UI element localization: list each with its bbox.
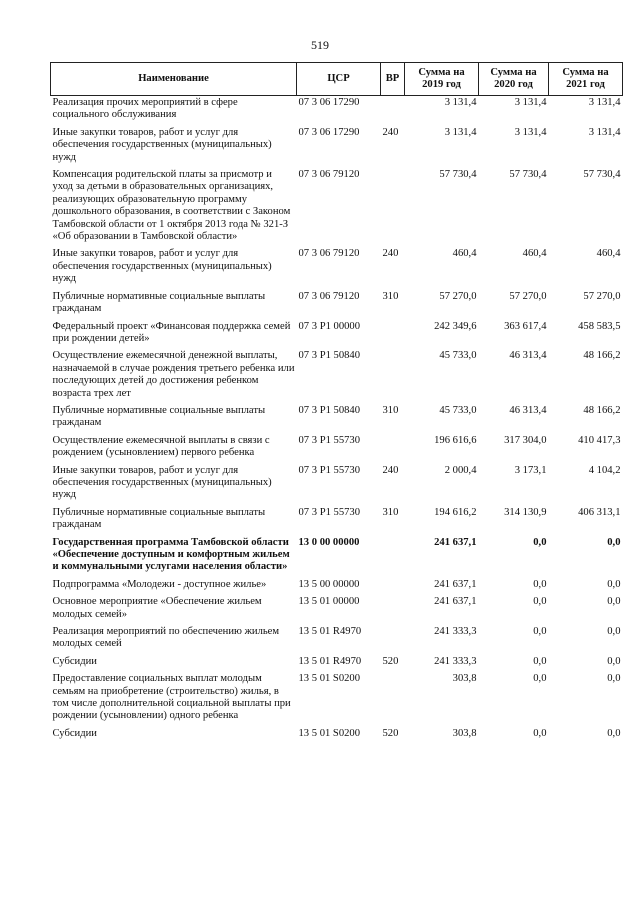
row-sum-2019: 241 637,1 (434, 596, 477, 608)
table-body (51, 96, 623, 745)
table-row (51, 464, 623, 506)
row-csr-code: 07 3 06 17290 (298, 97, 360, 108)
row-vr-code: 310 (382, 506, 399, 518)
row-csr-code: 07 3 P1 50840 (298, 404, 361, 416)
row-sum-2020: 0,0 (533, 655, 547, 667)
row-sum-2020: 0,0 (533, 578, 547, 590)
header-sum-2021: Сумма на 2021 год (549, 63, 623, 96)
row-vr-code: 240 (382, 464, 399, 476)
row-sum-2020: 0,0 (533, 596, 547, 608)
row-csr-code: 13 5 01 R4970 (298, 626, 362, 638)
row-csr-code: 07 3 P1 55730 (298, 506, 361, 518)
row-sum-2021: 458 583,5 (578, 320, 621, 332)
row-csr-code: 13 5 01 S0200 (298, 727, 361, 739)
row-sum-2019: 242 349,6 (434, 320, 477, 332)
row-vr-code: 310 (382, 290, 399, 302)
table-row (51, 320, 623, 350)
row-csr-code: 07 3 06 17290 (298, 126, 360, 138)
table-row (51, 349, 623, 404)
row-csr-code: 07 3 P1 50840 (298, 350, 361, 362)
row-vr-code: 240 (382, 126, 399, 138)
table-row (51, 290, 623, 320)
row-sum-2021: 0,0 (607, 673, 621, 685)
row-sum-2019: 241 333,3 (434, 626, 477, 638)
row-sum-2019: 241 637,1 (434, 578, 477, 590)
row-csr-code: 07 3 06 79120 (298, 169, 360, 181)
row-sum-2020: 0,0 (533, 626, 547, 638)
row-sum-2019: 241 333,3 (434, 655, 477, 667)
table-row (51, 655, 623, 672)
table-row (51, 506, 623, 536)
table-row (51, 126, 623, 168)
row-sum-2021: 0,0 (607, 596, 621, 608)
row-sum-2019: 196 616,6 (434, 434, 477, 446)
table-row (51, 727, 623, 744)
table-row (51, 434, 623, 464)
row-sum-2020: 0,0 (533, 673, 547, 685)
row-sum-2019: 45 733,0 (439, 350, 477, 362)
row-name: Основное мероприятие «Обеспечение жильем молодых семей» (52, 596, 262, 620)
row-sum-2020: 57 730,4 (509, 169, 547, 181)
row-sum-2021: 0,0 (607, 626, 621, 638)
row-sum-2020: 3 173,1 (514, 464, 547, 476)
header-name: Наименование (51, 63, 297, 96)
row-vr-code (381, 536, 405, 578)
row-name: Публичные нормативные социальные выплаты гражданам (52, 506, 266, 531)
row-sum-2019: 303,8 (452, 673, 477, 685)
row-sum-2019: 241 637,1 (434, 536, 477, 548)
budget-table (50, 62, 623, 744)
row-sum-2021: 410 417,3 (578, 434, 621, 446)
row-sum-2020: 460,4 (522, 248, 547, 260)
row-sum-2021: 0,0 (607, 578, 621, 590)
row-vr-code: 520 (382, 727, 399, 739)
row-name: Публичные нормативные социальные выплаты гражданам (52, 290, 266, 315)
table-row (51, 404, 623, 434)
header-vr: ВР (381, 63, 405, 96)
row-sum-2020: 0,0 (533, 536, 547, 548)
table-row (51, 595, 623, 625)
row-csr-code: 13 5 00 00000 (298, 578, 360, 590)
row-vr-code (381, 578, 405, 595)
row-csr-code: 07 3 06 79120 (298, 248, 360, 260)
row-sum-2020: 317 304,0 (504, 434, 547, 446)
row-csr-code: 13 5 01 00000 (298, 596, 360, 608)
row-name: Реализация мероприятий по обеспечению жильем молодых семей (52, 626, 280, 650)
row-sum-2019: 57 730,4 (439, 169, 477, 181)
header-sum-2019: Сумма на 2019 год (405, 63, 479, 96)
row-sum-2020: 3 131,4 (514, 126, 547, 138)
row-sum-2021: 48 166,2 (583, 350, 621, 362)
row-vr-code: 520 (382, 655, 399, 667)
row-name: Осуществление ежемесячной денежной выплаты, назначаемой в случае рождения третьего ребенка или последующих детей до достижения ребенком возраста трех лет (52, 350, 295, 399)
row-sum-2020: 363 617,4 (504, 320, 547, 332)
row-sum-2021: 406 313,1 (578, 506, 621, 518)
row-name: Подпрограмма «Молодежи - доступное жилье» (52, 578, 267, 590)
row-vr-code (381, 434, 405, 464)
row-sum-2019: 57 270,0 (439, 290, 477, 302)
row-csr-code: 13 5 01 S0200 (298, 673, 361, 685)
row-name: Субсидии (52, 727, 97, 739)
row-csr-code: 13 0 00 00000 (298, 536, 360, 548)
row-vr-code (381, 672, 405, 727)
row-sum-2020: 46 313,4 (509, 404, 547, 416)
row-sum-2021: 4 104,2 (588, 464, 621, 476)
row-name: Субсидии (52, 655, 97, 667)
row-sum-2019: 194 616,2 (434, 506, 477, 518)
table-row (51, 672, 623, 727)
row-sum-2020: 57 270,0 (509, 290, 547, 302)
row-vr-code (381, 349, 405, 404)
row-name: Иные закупки товаров, работ и услуг для обеспечения государственных (муниципальных) нужд (52, 248, 272, 285)
row-sum-2021: 48 166,2 (583, 404, 621, 416)
row-vr-code: 240 (382, 248, 399, 260)
row-sum-2021: 0,0 (607, 536, 621, 548)
row-name: Публичные нормативные социальные выплаты гражданам (52, 404, 266, 429)
row-vr-code (381, 320, 405, 350)
row-sum-2021: 0,0 (607, 655, 621, 667)
row-csr-code: 07 3 P1 00000 (298, 320, 361, 332)
row-sum-2019: 303,8 (452, 727, 477, 739)
table-row (51, 625, 623, 655)
header-csr: ЦСР (297, 63, 381, 96)
row-sum-2020: 314 130,9 (504, 506, 547, 518)
row-vr-code: 310 (382, 404, 399, 416)
row-sum-2019: 460,4 (452, 248, 477, 260)
row-name: Федеральный проект «Финансовая поддержка семей при рождении детей» (52, 320, 291, 344)
row-csr-code: 07 3 06 79120 (298, 290, 360, 302)
row-vr-code (381, 625, 405, 655)
table-row (51, 536, 623, 578)
row-sum-2019: 45 733,0 (439, 404, 477, 416)
row-sum-2021: 0,0 (607, 727, 621, 739)
row-sum-2019: 3 131,4 (444, 97, 477, 108)
row-name: Реализация прочих мероприятий в сфере социального обслуживания (52, 97, 238, 121)
row-sum-2021: 3 131,4 (588, 97, 621, 108)
row-name: Государственная программа Тамбовской области «Обеспечение доступным и комфортным жильем и коммунальными услугами населения области» (52, 536, 290, 573)
row-name: Иные закупки товаров, работ и услуг для обеспечения государственных (муниципальных) нужд (52, 126, 272, 163)
row-sum-2021: 460,4 (596, 248, 621, 260)
row-csr-code: 07 3 P1 55730 (298, 434, 361, 446)
page-number: 519 (311, 38, 329, 52)
row-sum-2019: 3 131,4 (444, 126, 477, 138)
row-sum-2020: 46 313,4 (509, 350, 547, 362)
table-header-row (51, 63, 623, 96)
row-sum-2021: 3 131,4 (588, 126, 621, 138)
row-sum-2020: 3 131,4 (514, 97, 547, 108)
table-row (51, 247, 623, 289)
row-name: Компенсация родительской платы за присмотр и уход за детьми в образовательных организациях, реализующих образовательную программу дошкольного образования, в соответствии с Законом Тамбовской области от 1 октября 2013 года № 321-З «Об образовании в Тамбовской области» (52, 169, 291, 243)
header-sum-2020: Сумма на 2020 год (479, 63, 549, 96)
row-sum-2020: 0,0 (533, 727, 547, 739)
row-name: Иные закупки товаров, работ и услуг для обеспечения государственных (муниципальных) нужд (52, 464, 272, 501)
table-row (51, 578, 623, 595)
row-vr-code (381, 96, 405, 126)
row-vr-code (381, 595, 405, 625)
row-sum-2021: 57 270,0 (583, 290, 621, 302)
row-name: Предоставление социальных выплат молодым семьям на приобретение (строительство) жилья, в том числе дополнительной социальной выплаты при рождении (усыновлении) одного ребенка (52, 673, 291, 722)
table-row (51, 168, 623, 247)
row-sum-2019: 2 000,4 (444, 464, 477, 476)
row-csr-code: 07 3 P1 55730 (298, 464, 361, 476)
row-csr-code: 13 5 01 R4970 (298, 655, 362, 667)
row-vr-code (381, 168, 405, 247)
row-name: Осуществление ежемесячной выплаты в связи с рождением (усыновлением) первого ребенка (52, 434, 270, 459)
row-sum-2021: 57 730,4 (583, 169, 621, 181)
table-row (51, 96, 623, 126)
